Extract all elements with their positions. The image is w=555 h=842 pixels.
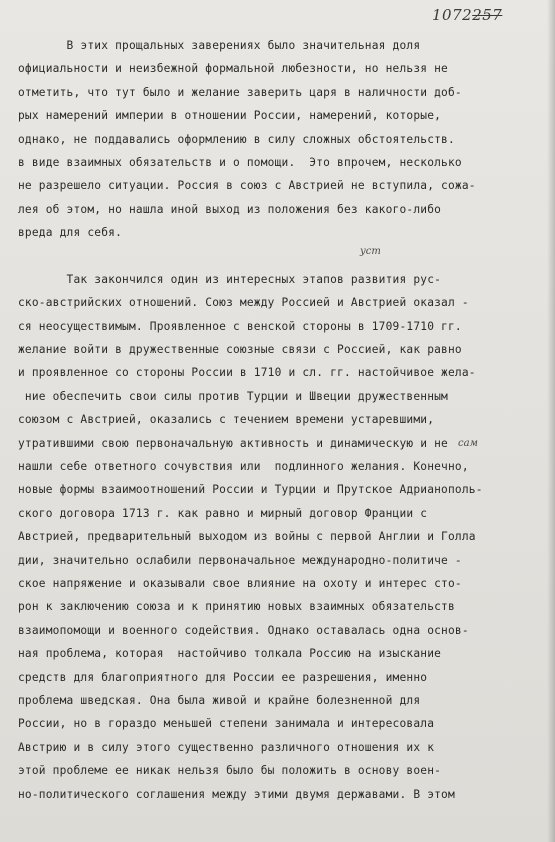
text-line: рых намерений империи в отношении России, намерений, которые, [18, 109, 442, 123]
text-line: но-политического соглашения между этими двумя державами. В этом [18, 787, 455, 801]
text-line: отметить, что тут было и желание заверить царя в наличности доб- [18, 85, 462, 99]
text-line: однако, не поддавались оформлению в силу сложных обстоятельств. [18, 132, 455, 146]
text-line: В этих прощальных заверениях было значительная доля [18, 39, 421, 52]
text-line: дии, значительно ослабили первоначальное международно-политиче - [18, 553, 462, 567]
text-line: лея об этом, но нашла иной выход из положения без какого-либо [18, 202, 442, 216]
text-line: взаимопомощи и военного содействия. Однако оставалась одна основ- [18, 623, 469, 637]
page-edge-shadow [547, 0, 555, 842]
text-line: Австрией, предварительный выходом из войны с первой Англии и Голла [18, 530, 476, 544]
text-line: Так закончился один из интересных этапов развития рус- [18, 272, 442, 286]
text-line: вреда для себя. [18, 226, 123, 240]
text-line: этой проблеме ее никак нельзя было бы положить в основу воен- [18, 764, 442, 778]
text-line: ско-австрийских отношений. Союз между Россией и Австрией оказал - [18, 296, 469, 310]
text-line: желание войти в дружественные союзные связи с Россией, как равно [18, 343, 462, 357]
text-line: ского договора 1713 г. как равно и мирный договор Франции с [18, 506, 428, 520]
text-line: средств для благоприятного для России ее разрешения, именно [18, 670, 428, 684]
text-line: официальности и неизбежной формальной любезности, но нельзя не [18, 62, 448, 76]
paragraph [18, 268, 536, 806]
text-line: не разрешело ситуации. Россия в союз с Австрией не вступила, сожа- [18, 179, 476, 193]
page-number [432, 6, 502, 24]
text-line: новые формы взаимоотношений России и Турции и Прутское Адрианополь- [18, 483, 483, 497]
paragraph [18, 34, 536, 245]
text-line: ся неосуществимым. Проявленное с венской стороны в 1709-1710 гг. [18, 319, 462, 333]
margin-note: уст [360, 246, 381, 257]
text-line: ние обеспечить свои силы против Турции и Швеции дружественным [18, 389, 448, 403]
text-line: нашли себе ответного сочувствия или подлинного желания. Конечно, [18, 460, 469, 474]
page-number-current: 1072 [432, 6, 473, 24]
text-line: проблема шведская. Она была живой и крайне болезненной для [18, 693, 421, 707]
page-number-struck: 257 [472, 6, 503, 24]
margin-note: сам [458, 438, 478, 449]
text-line: ское напряжение и оказывали свое влияние на охоту и интерес сто- [18, 576, 462, 590]
text-line: России, но в гораздо меньшей степени занимала и интересовала [18, 717, 435, 731]
text-line: союзом с Австрией, оказались с течением времени устаревшими, [18, 413, 435, 427]
text-line: и проявленное со стороны России в 1710 и сл. гг. настойчивое жела- [18, 366, 476, 380]
paragraph-gap [18, 245, 536, 268]
text-line: Австрию и в силу этого существенно различного отношения их к [18, 740, 435, 754]
text-line: в виде взаимных обязательств и о помощи. Это впрочем, несколько [18, 155, 462, 169]
text-line: рон к заключению союза и к принятию новых взаимных обязательств [18, 600, 455, 614]
text-line: утратившими свою первоначальную активность и динамическую и не [18, 436, 448, 450]
text-line: ная проблема, которая настойчиво толкала Россию на изыскание [18, 647, 442, 661]
typed-text-body [18, 34, 536, 806]
